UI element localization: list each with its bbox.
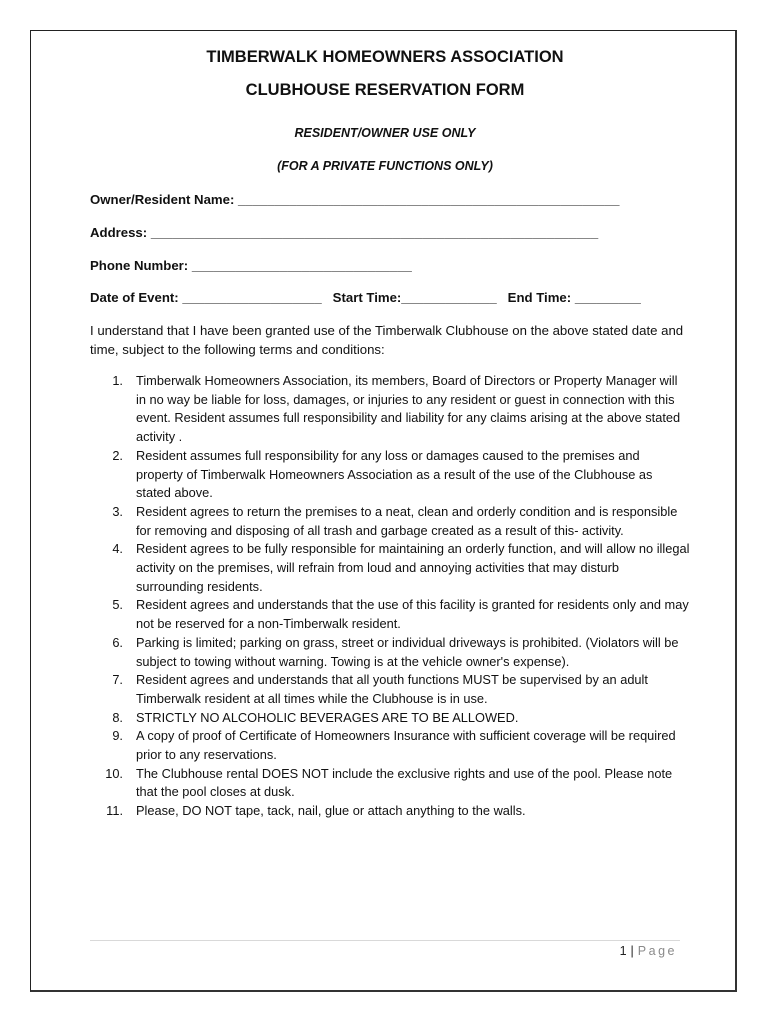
item-text: Resident agrees to be fully responsible for maintaining an orderly function, and will allow no illegal activity on the premises, will refrain from loud and annoying activities that may disturb surrounding residents. <box>136 541 690 594</box>
list-item <box>90 372 690 447</box>
page-number-value: 1 <box>619 944 627 958</box>
address-field[interactable]: Address: _____________________________________________________________ <box>90 225 599 240</box>
list-item <box>90 709 690 728</box>
list-item <box>90 447 690 503</box>
list-item <box>90 596 690 633</box>
item-text: Resident assumes full responsibility for any loss or damages caused to the premises and property of Timberwalk Homeowners Association as a result of the use of the Clubhouse as stated above. <box>136 447 653 501</box>
list-item <box>90 802 690 821</box>
page-separator: | <box>630 944 634 958</box>
item-number: 11. <box>106 803 123 819</box>
item-number: 9. <box>112 728 123 744</box>
item-text: Resident agrees to return the premises to a neat, clean and orderly condition and is responsible for removing and disposing of all trash and garbage created as a result of this- activity. <box>136 503 678 538</box>
item-number: 1. <box>112 373 123 388</box>
item-text: STRICTLY NO ALCOHOLIC BEVERAGES ARE TO BE ALLOWED. <box>136 709 519 725</box>
terms-list <box>90 372 690 821</box>
footer-divider <box>90 940 680 941</box>
item-text: Resident agrees and understands that all youth functions MUST be supervised by an adult Timberwalk resident at all times while the Clubhouse is in use. <box>136 672 648 706</box>
list-item <box>90 503 690 540</box>
item-number: 3. <box>112 503 123 519</box>
item-number: 5. <box>112 597 123 613</box>
list-item <box>90 727 690 764</box>
item-text: A copy of proof of Certificate of Homeowners Insurance with sufficient coverage will be required prior to any reservations. <box>136 728 676 763</box>
list-item <box>90 540 690 596</box>
item-number: 10. <box>105 765 123 781</box>
page-label: Page <box>637 944 677 958</box>
list-item <box>90 765 690 802</box>
intro-paragraph: I understand that I have been granted use of the Timberwalk Clubhouse on the above stated date and time, subject to the following terms and conditions: <box>90 323 684 357</box>
page-number <box>620 944 677 958</box>
form-title: CLUBHOUSE RESERVATION FORM <box>245 81 525 99</box>
item-number: 2. <box>112 447 123 463</box>
item-number: 8. <box>112 709 123 725</box>
event-date-time-field[interactable]: Date of Event: ___________________ Start Time:_____________ End Time: _________ <box>90 290 641 305</box>
item-number: 6. <box>112 634 123 650</box>
item-text: Resident agrees and understands that the use of this facility is granted for residents only and may not be reserved for a non-Timberwalk resident. <box>136 597 689 632</box>
owner-name-field[interactable]: Owner/Resident Name: ____________________________________________________ <box>90 192 620 207</box>
phone-number-field[interactable]: Phone Number: ______________________________ <box>90 258 412 273</box>
item-text: Timberwalk Homeowners Association, its members, Board of Directors or Property Manager will in no way be liable for loss, damages, or injuries to any resident or guest in connection with this event. Resident assumes full responsibility and liability for any claims arising at the above stated activity . <box>136 373 681 445</box>
item-number: 7. <box>112 672 123 688</box>
list-item <box>90 634 690 671</box>
item-text: The Clubhouse rental DOES NOT include the exclusive rights and use of the pool. Please note that the pool closes at dusk. <box>136 765 673 800</box>
function-note: (FOR A PRIVATE FUNCTIONS ONLY) <box>277 159 493 173</box>
item-text: Please, DO NOT tape, tack, nail, glue or attach anything to the walls. <box>136 803 526 819</box>
item-text: Parking is limited; parking on grass, street or individual driveways is prohibited. (Violators will be subject to towing without warning. Towing is at the vehicle owner's expense). <box>136 634 679 669</box>
organization-title: TIMBERWALK HOMEOWNERS ASSOCIATION <box>206 48 564 66</box>
item-number: 4. <box>112 541 123 557</box>
list-item <box>90 671 690 708</box>
use-note: RESIDENT/OWNER USE ONLY <box>294 126 476 140</box>
